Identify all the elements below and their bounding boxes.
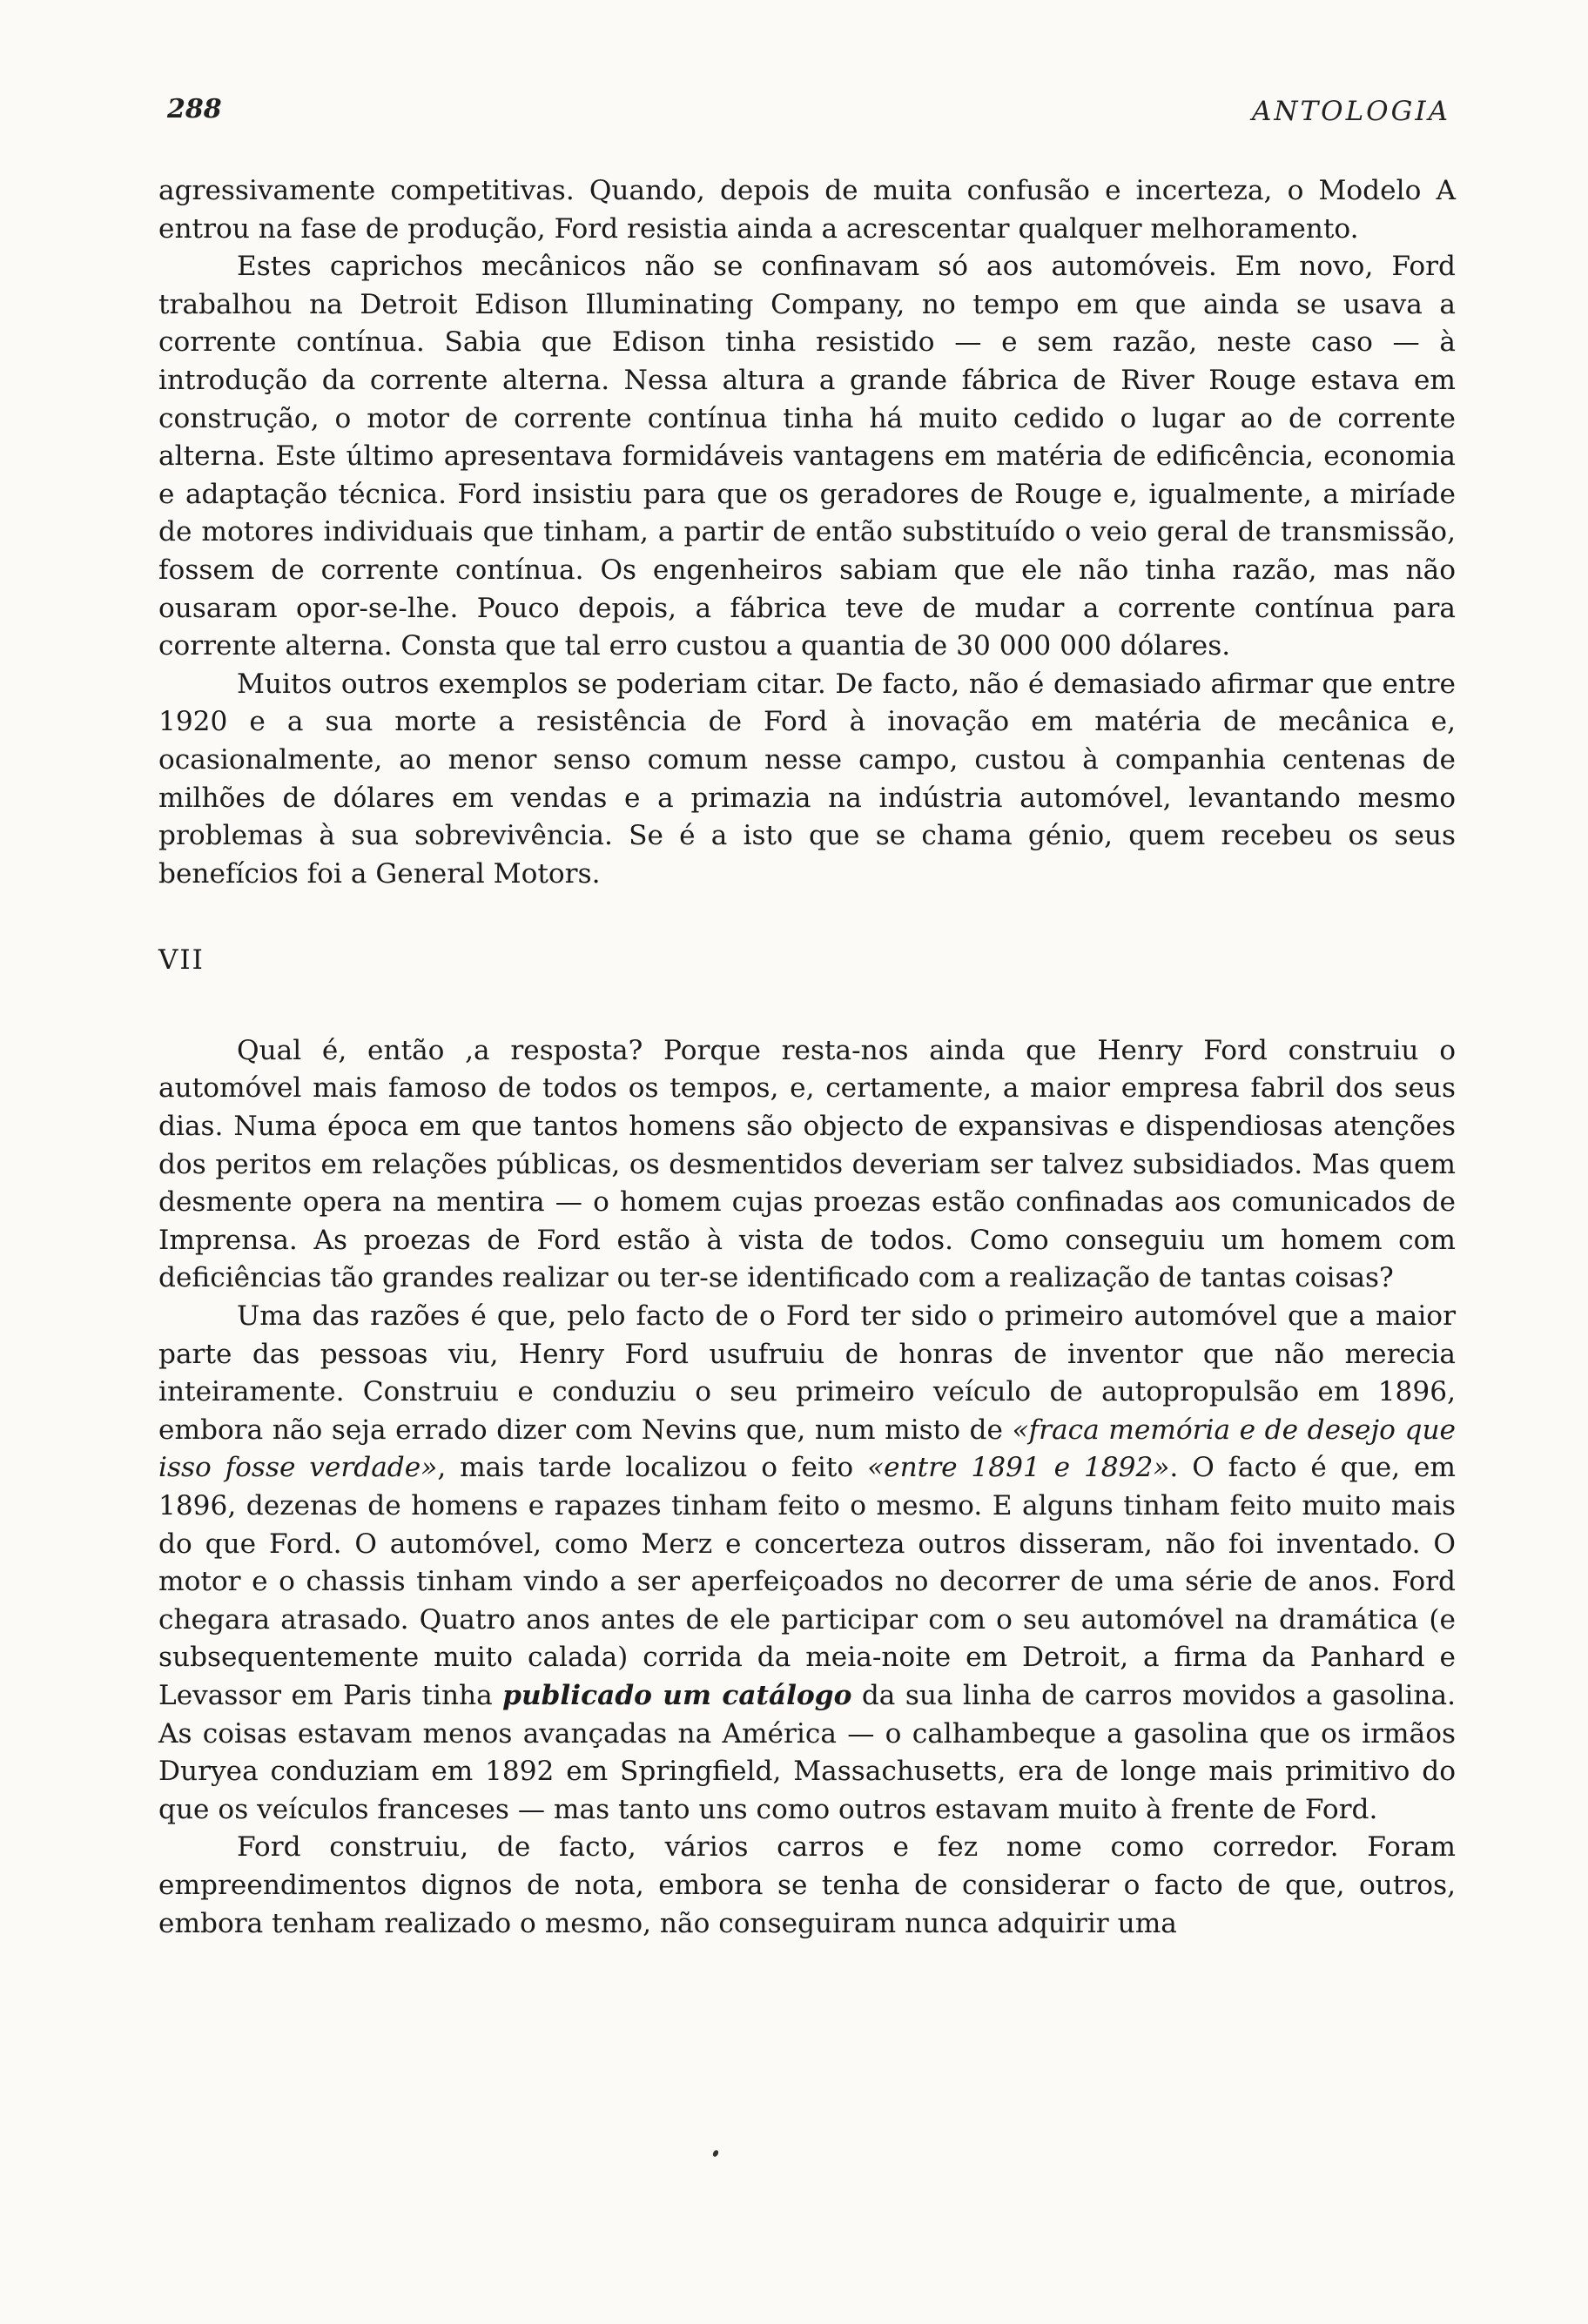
paragraph [158, 1829, 1456, 1943]
body-text [158, 172, 1456, 1943]
paragraph [158, 1298, 1456, 1829]
paragraph-text: Muitos outros exemplos se poderiam citar. De facto, não é demasiado afirmar que entre 1920 e a sua morte a resistência de Ford à inovação em matéria de mecânica e, ocasionalmente, ao menor senso comum nesse campo, custou à companhia centenas de milhões de dólares em vendas e a primazia na indústria automóvel, levantando mesmo problemas à sua sobrevivência. Se é a isto que se chama génio, quem recebeu os seus benefícios foi a General Motors. [158, 668, 1456, 890]
paragraph-text: «entre 1891 e 1892» [867, 1452, 1170, 1484]
page-header [158, 87, 1457, 131]
paragraph [158, 172, 1456, 248]
paragraph [158, 1032, 1456, 1298]
paragraph-text: Uma das razões é que, pelo facto de o Ford ter sido o primeiro automóvel que a maior parte das pessoas viu, Henry Ford usufruiu de honras de inventor que não merecia inteiramente. Construiu e conduziu o seu primeiro veículo de autopropulsão em 1896, embora não seja errado dizer com Nevins que, num misto de [158, 1300, 1456, 1446]
section-heading: VII [158, 944, 205, 977]
page-number: 288 [167, 94, 222, 124]
paragraphs-before-section [158, 172, 1456, 893]
running-head: ANTOLOGIA [1251, 96, 1450, 127]
paragraph-text: «fraca memória e de desejo que isso fosse verdade» [158, 1414, 1457, 1484]
paragraph-text: publicado um catálogo [502, 1679, 852, 1711]
paragraph [158, 248, 1456, 666]
paragraph-text: da sua linha de carros movidos a gasolina. As coisas estavam menos avançadas na América — o calhambeque a gasolina que os irmãos Duryea conduziam em 1892 em Springfield, Massachusetts, era de longe mais primitivo do que os veículos franceses — mas tanto uns como outros estavam muito à frente de Ford. [158, 1679, 1457, 1825]
paragraph-text: Estes caprichos mecânicos não se confinavam só aos automóveis. Em novo, Ford trabalhou na Detroit Edison Illuminating Company, no tempo em que ainda se usava a corrente contínua. Sabia que Edison tinha resistido — e sem razão, neste caso — à introdução da corrente alterna. Nessa altura a grande fábrica de River Rouge estava em construção, o motor de corrente contínua tinha há muito cedido o lugar ao de corrente alterna. Este último apresentava formidáveis vantagens em matéria de edificência, economia e adaptação técnica. Ford insistiu para que os geradores de Rouge e, igualmente, a miríade de motores individuais que tinham, a partir de então substituído o veio geral de transmissão, fossem de corrente contínua. Os engenheiros sabiam que ele não tinha razão, mas não ousaram opor-se-lhe. Pouco depois, a fábrica teve de mudar a corrente contínua para corrente alterna. Consta que tal erro custou a quantia de 30 000 000 dólares. [158, 251, 1456, 662]
paragraph-text: Ford construiu, de facto, vários carros e fez nome como corredor. Foram empreendimentos dignos de nota, embora se tenha de considerar o facto de que, outros, embora tenham realizado o mesmo, não conseguiram nunca adquirir uma [158, 1831, 1456, 1939]
paragraph-text: Qual é, então ,a resposta? Porque resta-nos ainda que Henry Ford construiu o automóvel mais famoso de todos os tempos, e, certamente, a maior empresa fabril dos seus dias. Numa época em que tantos homens são objecto de expansivas e dispendiosas atenções dos peritos em relações públicas, os desmentidos deveriam ser talvez subsidiados. Mas quem desmente opera na mentira — o homem cujas proezas estão confinadas aos comunicados de Imprensa. As proezas de Ford estão à vista de todos. Como conseguiu um homem com deficiências tão grandes realizar ou ter-se identificado com a realização de tantas coisas? [158, 1034, 1456, 1294]
paragraph [158, 666, 1456, 894]
paragraph-text: , mais tarde localizou o feito [437, 1452, 868, 1484]
paragraph-text: agressivamente competitivas. Quando, depois de muita confusão e incerteza, o Modelo A entrou na fase de produção, Ford resistia ainda a acrescentar qualquer melhoramento. [158, 175, 1456, 245]
paragraphs-after-section [158, 1032, 1456, 1943]
paragraph-text: . O facto é que, em 1896, dezenas de homens e rapazes tinham feito o mesmo. E alguns tinham feito muito mais do que Ford. O automóvel, como Merz e concerteza outros disseram, não foi inventado. O motor e o chassis tinham vindo a ser aperfeiçoados no decorrer de uma série de anos. Ford chegara atrasado. Quatro anos antes de ele participar com o seu automóvel na dramática (e subsequentemente muito calada) corrida da meia-noite em Detroit, a firma da Panhard e Levassor em Paris tinha [158, 1452, 1456, 1711]
ink-mark [712, 2149, 720, 2158]
